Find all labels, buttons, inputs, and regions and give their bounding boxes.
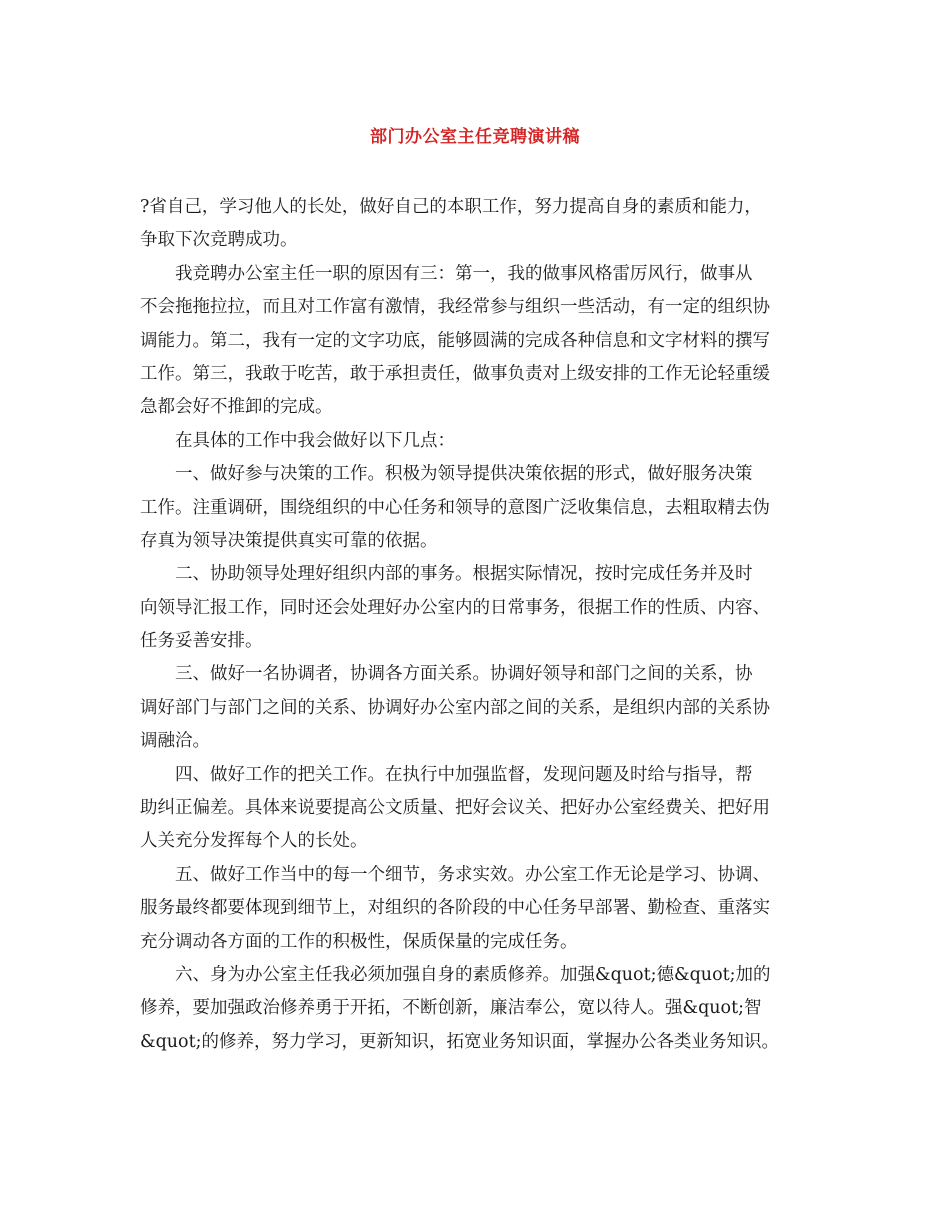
document-title: 部门办公室主任竞聘演讲稿 [370,127,580,147]
text-line: ?省自己，学习他人的长处，做好自己的本职工作，努力提高自身的素质和能力， [140,197,762,217]
text-line: 一、做好参与决策的工作。积极为领导提供决策依据的形式，做好服务决策 [175,464,753,485]
text-line: 在具体的工作中我会做好以下几点： [175,430,455,451]
text-line: 不会拖拖拉拉，而且对工作富有激情，我经常参与组织一些活动，有一定的组织协 [140,297,770,318]
text-line: 调能力。第二，我有一定的文字功底，能够圆满的完成各种信息和文字材料的撰写 [140,330,770,351]
document-body [140,191,834,1059]
text-line: 六、身为办公室主任我必须加强自身的素质修养。加强&quot;德&quot;加的 [175,964,771,985]
text-line: 三、做好一名协调者，协调各方面关系。协调好领导和部门之间的关系，协 [175,664,753,685]
text-line: 充分调动各方面的工作的积极性，保质保量的完成任务。 [140,931,578,952]
text-line: 急都会好不推卸的完成。 [140,397,333,418]
text-line: 我竞聘办公室主任一职的原因有三：第一，我的做事风格雷厉风行，做事从 [175,263,753,284]
text-line: 向领导汇报工作，同时还会处理好办公室内的日常事务，很据工作的性质、内容、 [140,597,770,618]
text-line: 助纠正偏差。具体来说要提高公文质量、把好会议关、把好办公室经费关、把好用 [140,798,770,819]
text-line: 二、协助领导处理好组织内部的事务。根据实际情况，按时完成任务并及时 [175,564,753,585]
text-line: 工作。第三，我敢于吃苦，敢于承担责任，做事负责对上级安排的工作无论轻重缓 [140,363,770,384]
text-line: 存真为领导决策提供真实可靠的依据。 [140,530,438,551]
text-line: &quot;的修养，努力学习，更新知识，拓宽业务知识面，掌握办公各类业务知识。 [140,1031,780,1052]
text-line: 调好部门与部门之间的关系、协调好办公室内部之间的关系，是组织内部的关系协 [140,697,770,718]
text-line: 修养，要加强政治修养勇于开拓，不断创新，廉洁奉公，宽以待人。强&quot;智 [140,998,762,1019]
text-line: 工作。注重调研，围绕组织的中心任务和领导的意图广泛收集信息，去粗取精去伪 [140,497,770,518]
text-line: 四、做好工作的把关工作。在执行中加强监督，发现问题及时给与指导，帮 [175,764,753,785]
text-line: 调融洽。 [140,731,210,752]
text-line: 任务妥善安排。 [140,631,263,652]
text-line: 人关充分发挥每个人的长处。 [140,831,368,852]
text-line: 争取下次竞聘成功。 [140,230,298,251]
text-line: 服务最终都要体现到细节上，对组织的各阶段的中心任务早部署、勤检查、重落实 [140,898,770,919]
text-line: 五、做好工作当中的每一个细节，务求实效。办公室工作无论是学习、协调、 [175,864,770,885]
